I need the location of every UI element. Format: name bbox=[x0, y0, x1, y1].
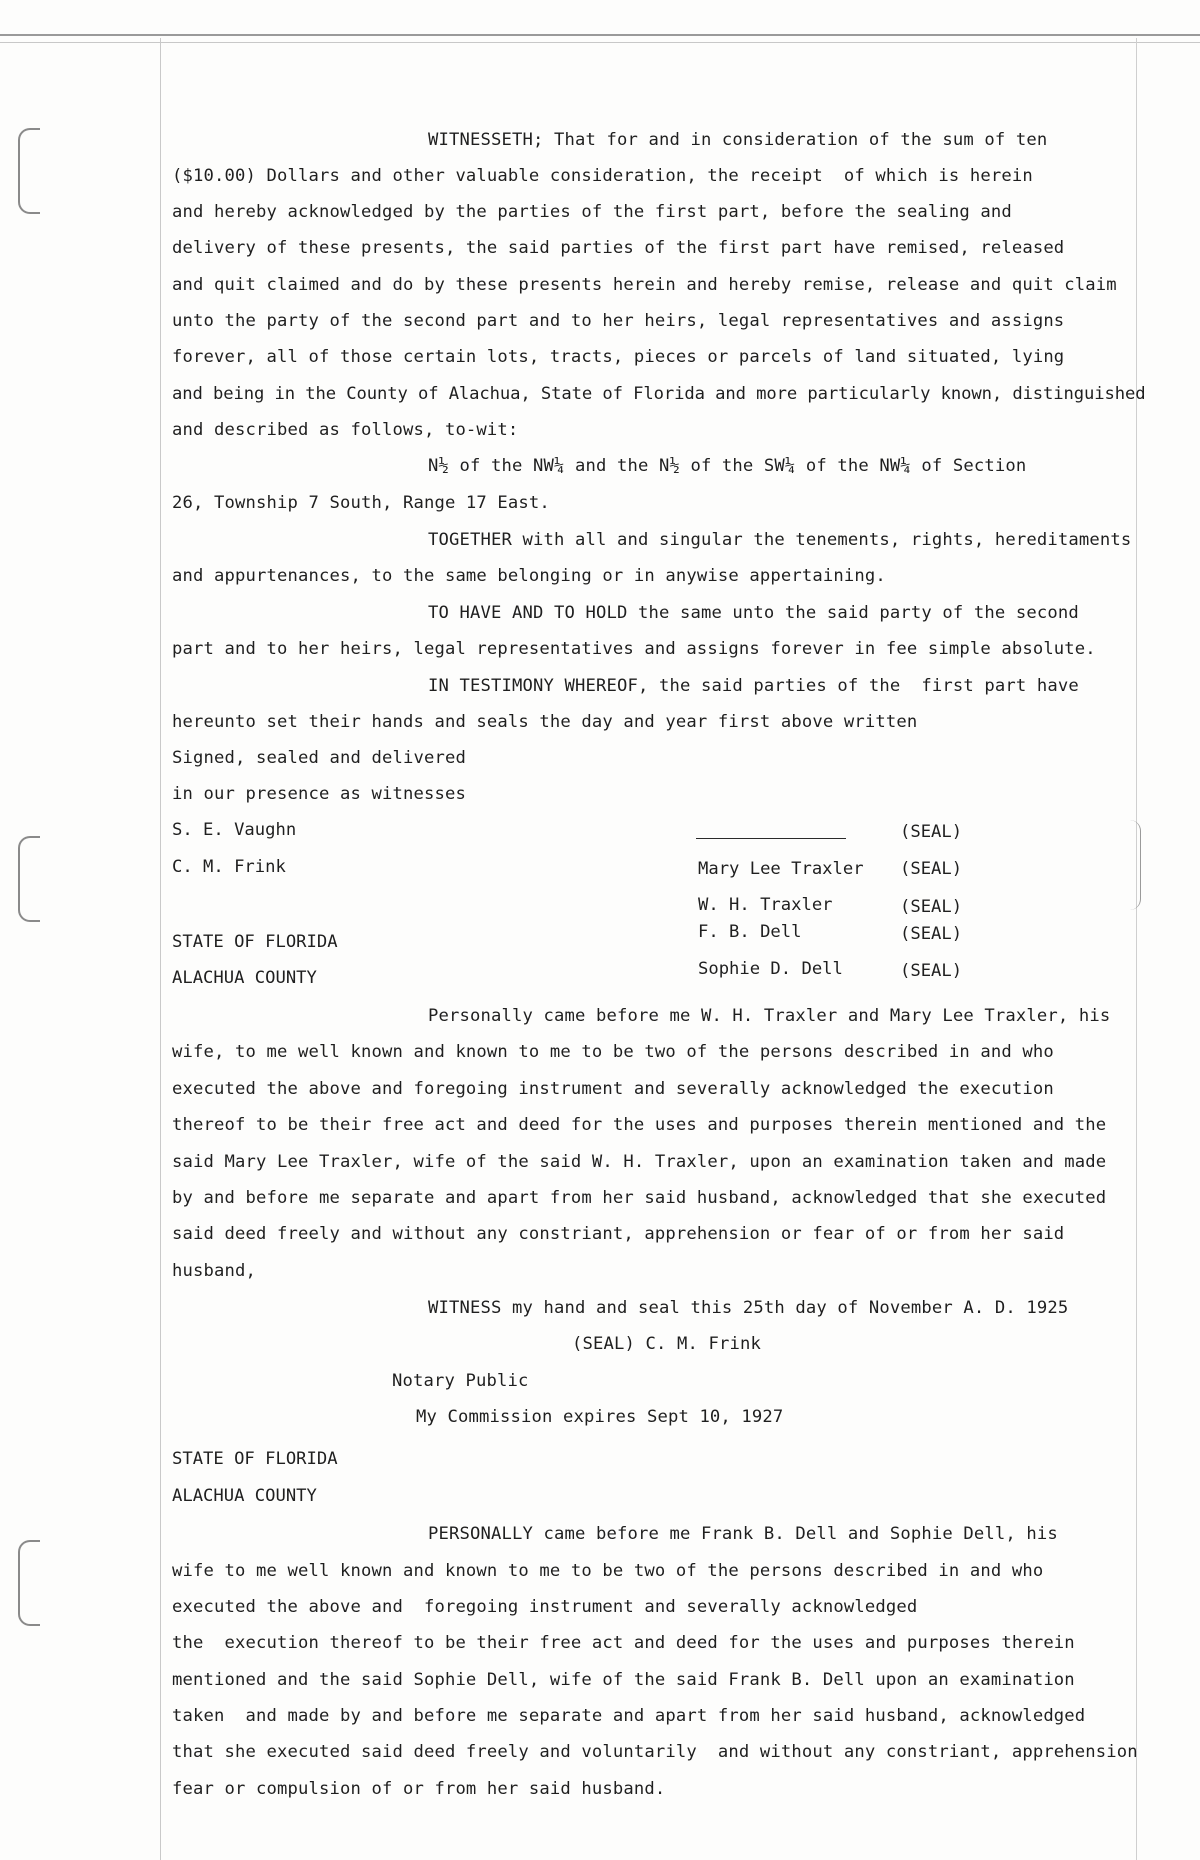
deed-line: and hereby acknowledged by the parties of the first part, before the sealing and bbox=[172, 202, 1012, 222]
acknowledgment-line: fear or compulsion of or from her said husband. bbox=[172, 1779, 666, 1799]
deed-line: and described as follows, to-wit: bbox=[172, 420, 519, 440]
deed-line: unto the party of the second part and to her heirs, legal representatives and assigns bbox=[172, 311, 1065, 331]
seal-label: (SEAL) bbox=[900, 822, 963, 842]
seal-label: (SEAL) bbox=[900, 859, 963, 879]
seal-label: (SEAL) bbox=[900, 961, 963, 981]
notary-witness-line: WITNESS my hand and seal this 25th day of November A. D. 1925 bbox=[428, 1298, 1069, 1318]
habendum-line: TO HAVE AND TO HOLD the same unto the said party of the second bbox=[428, 603, 1079, 623]
seal-label: (SEAL) bbox=[900, 924, 963, 944]
attestation-line: Signed, sealed and delivered bbox=[172, 748, 466, 768]
venue-county: ALACHUA COUNTY bbox=[172, 1486, 317, 1506]
acknowledgment-line: by and before me separate and apart from her said husband, acknowledged that she executed bbox=[172, 1188, 1107, 1208]
acknowledgment-line: Personally came before me W. H. Traxler and Mary Lee Traxler, his bbox=[428, 1006, 1111, 1026]
notary-seal-signature: (SEAL) C. M. Frink bbox=[572, 1334, 761, 1354]
venue-county: ALACHUA COUNTY bbox=[172, 968, 317, 988]
testimonium-line: hereunto set their hands and seals the day and year first above written bbox=[172, 712, 918, 732]
acknowledgment-line: said deed freely and without any constriant, apprehension or fear of or from her said bbox=[172, 1224, 1065, 1244]
acknowledgment-line: executed the above and foregoing instrument and severally acknowledged bbox=[172, 1597, 918, 1617]
signatory-name: W. H. Traxler bbox=[698, 895, 833, 915]
acknowledgment-line: husband, bbox=[172, 1261, 256, 1281]
attestation-line: in our presence as witnesses bbox=[172, 784, 466, 804]
deed-line: and appurtenances, to the same belonging or in anywise appertaining. bbox=[172, 566, 886, 586]
legal-description-line: 26, Township 7 South, Range 17 East. bbox=[172, 493, 550, 513]
seal-label: (SEAL) bbox=[900, 897, 963, 917]
notary-commission: My Commission expires Sept 10, 1927 bbox=[416, 1407, 784, 1427]
deed-line: TOGETHER with all and singular the tenements, rights, hereditaments bbox=[428, 530, 1132, 550]
acknowledgment-line: that she executed said deed freely and voluntarily and without any constriant, apprehension bbox=[172, 1742, 1138, 1762]
acknowledgment-line: wife, to me well known and known to me to be two of the persons described in and who bbox=[172, 1042, 1054, 1062]
acknowledgment-line: thereof to be their free act and deed for the uses and purposes therein mentioned and the bbox=[172, 1115, 1107, 1135]
acknowledgment-line: said Mary Lee Traxler, wife of the said W. H. Traxler, upon an examination taken and made bbox=[172, 1152, 1107, 1172]
venue-state: STATE OF FLORIDA bbox=[172, 1449, 338, 1469]
acknowledgment-line: executed the above and foregoing instrument and severally acknowledged the execution bbox=[172, 1079, 1054, 1099]
notary-title: Notary Public bbox=[392, 1371, 529, 1391]
venue-state: STATE OF FLORIDA bbox=[172, 932, 338, 952]
acknowledgment-line: PERSONALLY came before me Frank B. Dell and Sophie Dell, his bbox=[428, 1524, 1058, 1544]
acknowledgment-line: mentioned and the said Sophie Dell, wife of the said Frank B. Dell upon an examination bbox=[172, 1670, 1075, 1690]
signatory-name: F. B. Dell bbox=[698, 922, 802, 942]
deed-line: WITNESSETH; That for and in consideration of the sum of ten bbox=[428, 130, 1048, 150]
deed-line: and being in the County of Alachua, State of Florida and more particularly known, distinguished bbox=[172, 384, 1146, 404]
signatory-name: Mary Lee Traxler bbox=[698, 859, 864, 879]
witness-name: C. M. Frink bbox=[172, 857, 286, 877]
deed-line: ($10.00) Dollars and other valuable consideration, the receipt of which is herein bbox=[172, 166, 1033, 186]
deed-line: forever, all of those certain lots, tracts, pieces or parcels of land situated, lying bbox=[172, 347, 1065, 367]
habendum-line: part and to her heirs, legal representatives and assigns forever in fee simple absolute. bbox=[172, 639, 1096, 659]
signature-blank-line bbox=[696, 838, 846, 839]
signatory-name: Sophie D. Dell bbox=[698, 959, 843, 979]
acknowledgment-line: wife to me well known and known to me to be two of the persons described in and who bbox=[172, 1561, 1044, 1581]
witness-name: S. E. Vaughn bbox=[172, 820, 297, 840]
legal-description-line: N½ of the NW¼ and the N½ of the SW¼ of the NW¼ of Section bbox=[428, 456, 1027, 476]
deed-line: and quit claimed and do by these presents herein and hereby remise, release and quit claim bbox=[172, 275, 1117, 295]
acknowledgment-line: taken and made by and before me separate and apart from her said husband, acknowledged bbox=[172, 1706, 1086, 1726]
deed-line: delivery of these presents, the said parties of the first part have remised, released bbox=[172, 238, 1065, 258]
acknowledgment-line: the execution thereof to be their free act and deed for the uses and purposes therein bbox=[172, 1633, 1075, 1653]
testimonium-line: IN TESTIMONY WHEREOF, the said parties of the first part have bbox=[428, 676, 1079, 696]
